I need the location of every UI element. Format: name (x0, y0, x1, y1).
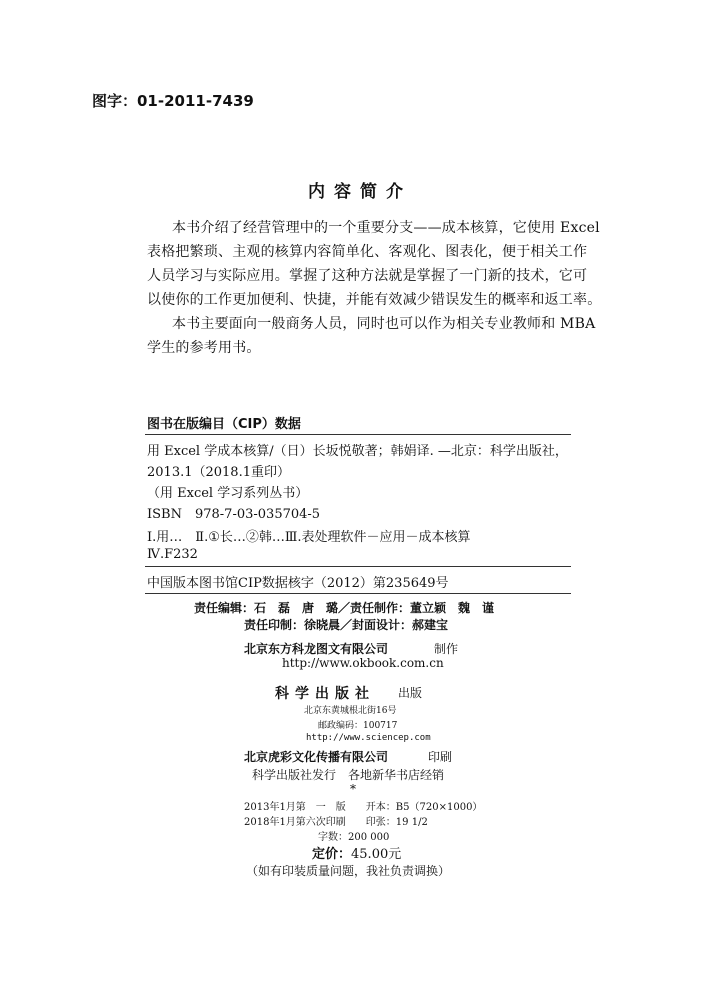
printer-name: 北京虎彩文化传播有限公司 (244, 750, 389, 764)
cip-record-number: 中国版本图书馆CIP数据核字（2012）第235649号 (147, 576, 449, 591)
cip-heading: 图书在版编目（CIP）数据 (147, 417, 301, 432)
separator-star: * (350, 782, 356, 796)
summary-line: 学生的参考用书。 (147, 340, 261, 356)
edition-info: 2013年1月第 一 版 开本：B5（720×1000） (244, 802, 483, 813)
publisher-url: http://www.sciencep.com (306, 733, 431, 743)
price (312, 843, 401, 862)
summary-line: 表格把繁琐、主观的核算内容简单化、客观化、图表化，便于相关工作 (147, 244, 588, 260)
publisher-postcode: 邮政编码：100717 (318, 721, 398, 731)
cip-middle-rule (145, 566, 571, 567)
summary-line: 人员学习与实际应用。掌握了这种方法就是掌握了一门新的技术，它可 (147, 268, 588, 284)
summary-line: 本书主要面向一般商务人员，同时也可以作为相关专业教师和 MBA (172, 316, 596, 332)
cip-bottom-rule (145, 593, 571, 594)
summary-line: 本书介绍了经营管理中的一个重要分支——成本核算，它使用 Excel (172, 220, 600, 236)
summary-title: 内容简介 (308, 182, 412, 202)
responsible-editors: 责任编辑：石 磊 唐 璐／责任制作：董立颖 魏 谨 (194, 601, 495, 615)
responsible-print-design: 责任印制：徐晓晨／封面设计：郝建宝 (244, 618, 449, 632)
price-label: 定价： (312, 847, 352, 862)
word-count: 字数：200 000 (318, 832, 390, 843)
printer-role: 印刷 (428, 750, 453, 764)
producer-name: 北京东方科龙图文有限公司 (244, 642, 389, 656)
cip-line: 用 Excel 学成本核算/（日）长坂悦敬著；韩娟译. —北京：科学出版社， (147, 444, 568, 459)
cip-line: （用 Excel 学习系列丛书） (147, 486, 309, 501)
publisher-role: 出版 (398, 686, 423, 700)
cip-line: 2013.1（2018.1重印） (147, 465, 290, 480)
cip-line: Ⅳ.F232 (147, 547, 198, 562)
publisher-address: 北京东黄城根北街16号 (304, 706, 397, 716)
copyright-registration: 图字：01-2011-7439 (92, 92, 254, 110)
distribution-notice: 科学出版社发行 各地新华书店经销 (252, 768, 445, 782)
cip-line: ISBN 978-7-03-035704-5 (147, 507, 321, 522)
producer-url: http://www.okbook.com.cn (282, 656, 444, 670)
cip-line: Ⅰ.用… Ⅱ.①长…②韩…Ⅲ.表处理软件－应用－成本核算 (147, 530, 471, 545)
cip-top-rule (145, 434, 571, 435)
summary-line: 以使你的工作更加便利、快捷，并能有效减少错误发生的概率和返工率。 (147, 292, 602, 308)
price-value: 45.00元 (351, 847, 402, 862)
impression-info: 2018年1月第六次印刷 印张：19 1/2 (244, 817, 428, 828)
publisher-name: 科学出版社 (275, 686, 375, 702)
quality-notice: （如有印装质量问题，我社负责调换） (246, 864, 451, 878)
producer-role: 制作 (434, 642, 459, 656)
